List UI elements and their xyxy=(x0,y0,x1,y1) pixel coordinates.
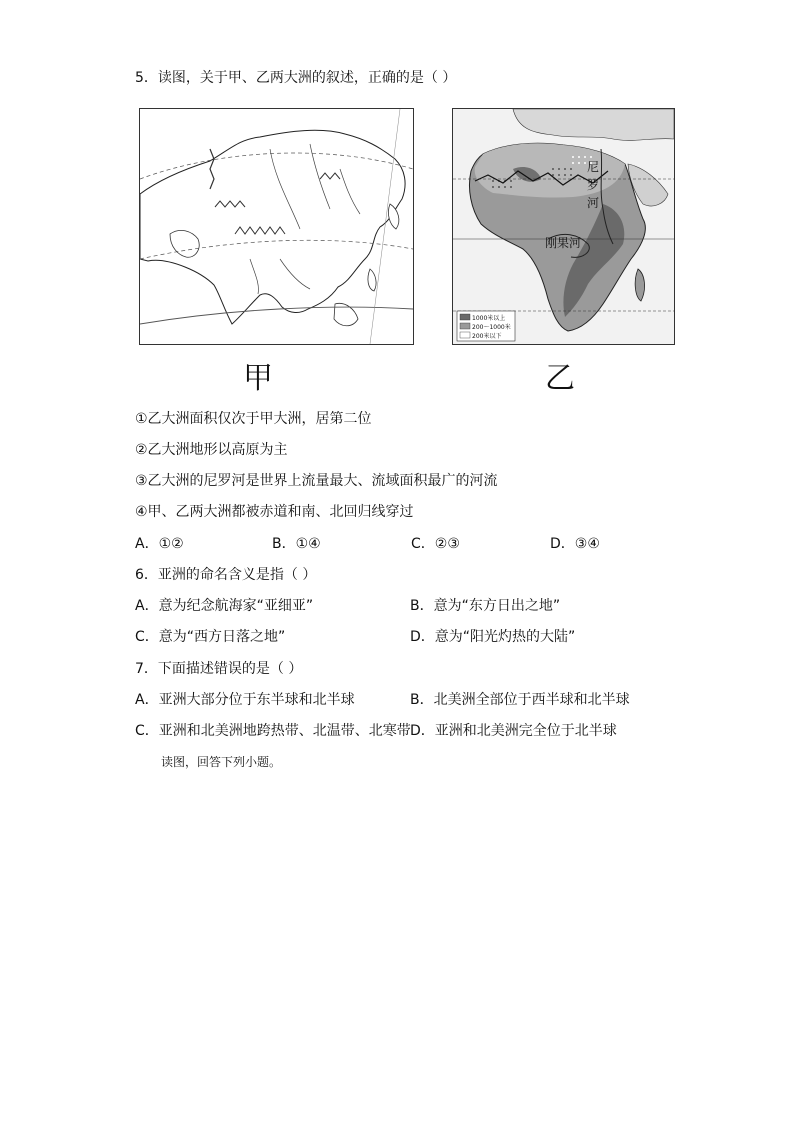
q5-option-c[interactable]: C．②③ xyxy=(411,536,460,552)
q7-option-b[interactable]: B．北美洲全部位于西半球和北半球 xyxy=(410,692,630,708)
legend-item-2: 200～1000米 xyxy=(472,324,511,331)
q5-stem: 5．读图，关于甲、乙两大洲的叙述，正确的是（ ） xyxy=(135,70,457,86)
legend-item-3: 200米以下 xyxy=(472,333,502,340)
asia-map xyxy=(139,108,414,345)
q5-option-d[interactable]: D．③④ xyxy=(550,536,600,552)
africa-map xyxy=(452,108,675,345)
q5-statement-2: ②乙大洲地形以高原为主 xyxy=(135,442,288,458)
q5-statement-3: ③乙大洲的尼罗河是世界上流量最大、流域面积最广的河流 xyxy=(135,473,498,489)
q5-statement-1: ①乙大洲面积仅次于甲大洲，居第二位 xyxy=(135,411,372,427)
q7-option-d[interactable]: D．亚洲和北美洲完全位于北半球 xyxy=(410,723,617,739)
legend-item-1: 1000米以上 xyxy=(472,315,506,322)
q6-option-c[interactable]: C．意为“西方日落之地” xyxy=(135,629,286,645)
nile-label-2: 罗 xyxy=(587,178,600,192)
africa-map-drawing xyxy=(453,109,674,344)
nile-label-1: 尼 xyxy=(587,160,600,174)
q7-option-c[interactable]: C．亚洲和北美洲地跨热带、北温带、北寒带 xyxy=(135,723,411,739)
reading-instruction: 读图，回答下列小题。 xyxy=(161,755,282,769)
q6-option-d[interactable]: D．意为“阳光灼热的大陆” xyxy=(410,629,576,645)
q5-option-a[interactable]: A．①② xyxy=(135,536,184,552)
q5-statement-4: ④甲、乙两大洲都被赤道和南、北回归线穿过 xyxy=(135,504,414,520)
q6-option-b[interactable]: B．意为“东方日出之地” xyxy=(410,598,561,614)
nile-label-3: 河 xyxy=(587,196,600,210)
q6-option-a[interactable]: A．意为纪念航海家“亚细亚” xyxy=(135,598,314,614)
q6-stem: 6．亚洲的命名含义是指（ ） xyxy=(135,567,317,583)
congo-label: 刚果河 xyxy=(545,236,582,250)
q7-stem: 7．下面描述错误的是（ ） xyxy=(135,661,303,677)
asia-map-drawing xyxy=(140,109,413,344)
map-label-jia: 甲 xyxy=(243,361,273,396)
q5-option-b[interactable]: B．①④ xyxy=(272,536,321,552)
map-label-yi: 乙 xyxy=(545,361,575,396)
q7-option-a[interactable]: A．亚洲大部分位于东半球和北半球 xyxy=(135,692,355,708)
